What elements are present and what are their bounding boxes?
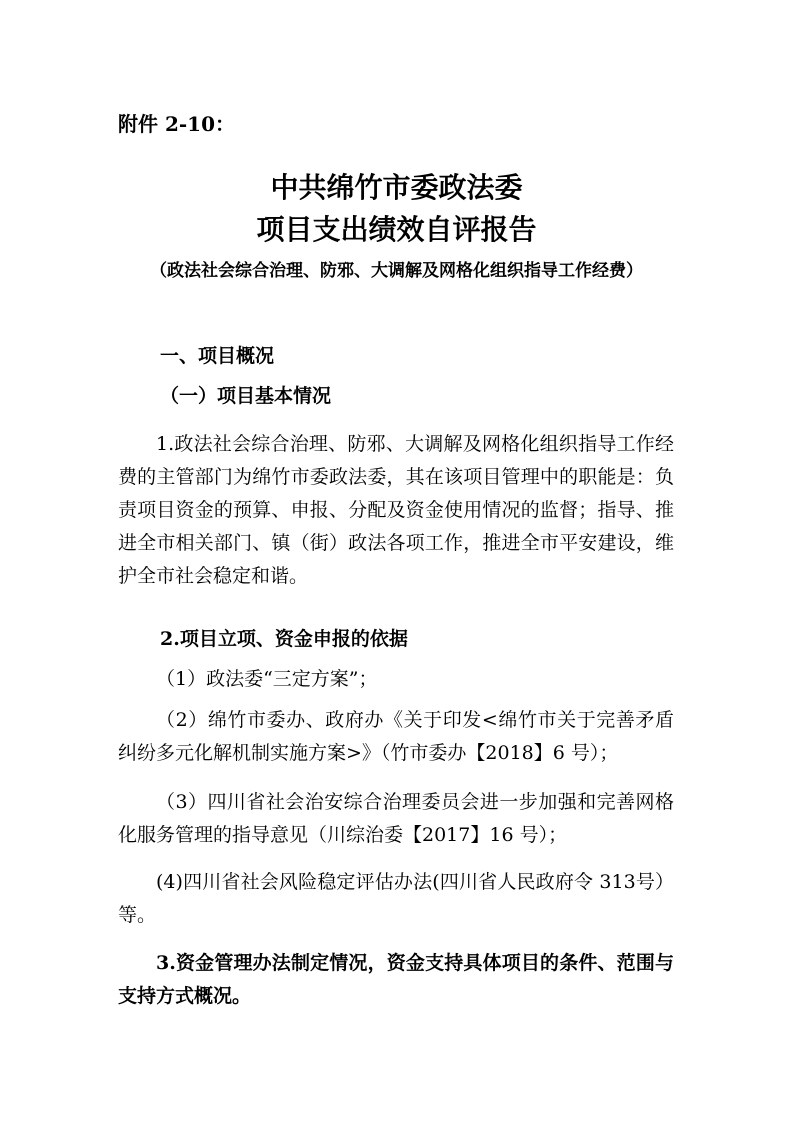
basis-item-3: （3）四川省社会治安综合治理委员会进一步加强和完善网格化服务管理的指导意见（川综治委【2017】16 号）； [118, 791, 674, 846]
basis-item-4: (4)四川省社会风险稳定评估办法(四川省人民政府令 313号）等。 [118, 871, 674, 926]
section-heading-overview: 一、项目概况 [160, 345, 275, 367]
basis-item-2: （2）绵竹市委办、政府办《关于印发<绵竹市关于完善矛盾纠纷多元化解机制实施方案>》（竹市委办【2018】6 号）； [118, 709, 674, 764]
heading-basis: 2.项目立项、资金申报的依据 [160, 628, 408, 650]
heading-fund-management: 3.资金管理办法制定情况，资金支持具体项目的条件、范围与支持方式概况。 [118, 952, 674, 1007]
document-title-line1: 中共绵竹市委政法委 [270, 171, 523, 204]
document-title-line2: 项目支出绩效自评报告 [256, 213, 537, 246]
subsection-heading-basic: （一）项目基本情况 [160, 385, 332, 407]
basis-item-1: （1）政法委“三定方案”； [156, 668, 378, 690]
document-subtitle: （政法社会综合治理、防邪、大调解及网格化组织指导工作经费） [150, 261, 643, 281]
paragraph-department-duties: 1.政法社会综合治理、防邪、大调解及网格化组织指导工作经费的主管部门为绵竹市委政法委，其在该项目管理中的职能是：负责项目资金的预算、申报、分配及资金使用情况的监督；指导、推进全市相关部门、镇（街）政法各项工作，推进全市平安建设，维护全市社会稳定和谐。 [118, 433, 674, 587]
attachment-label: 附件 2-10： [118, 112, 236, 136]
